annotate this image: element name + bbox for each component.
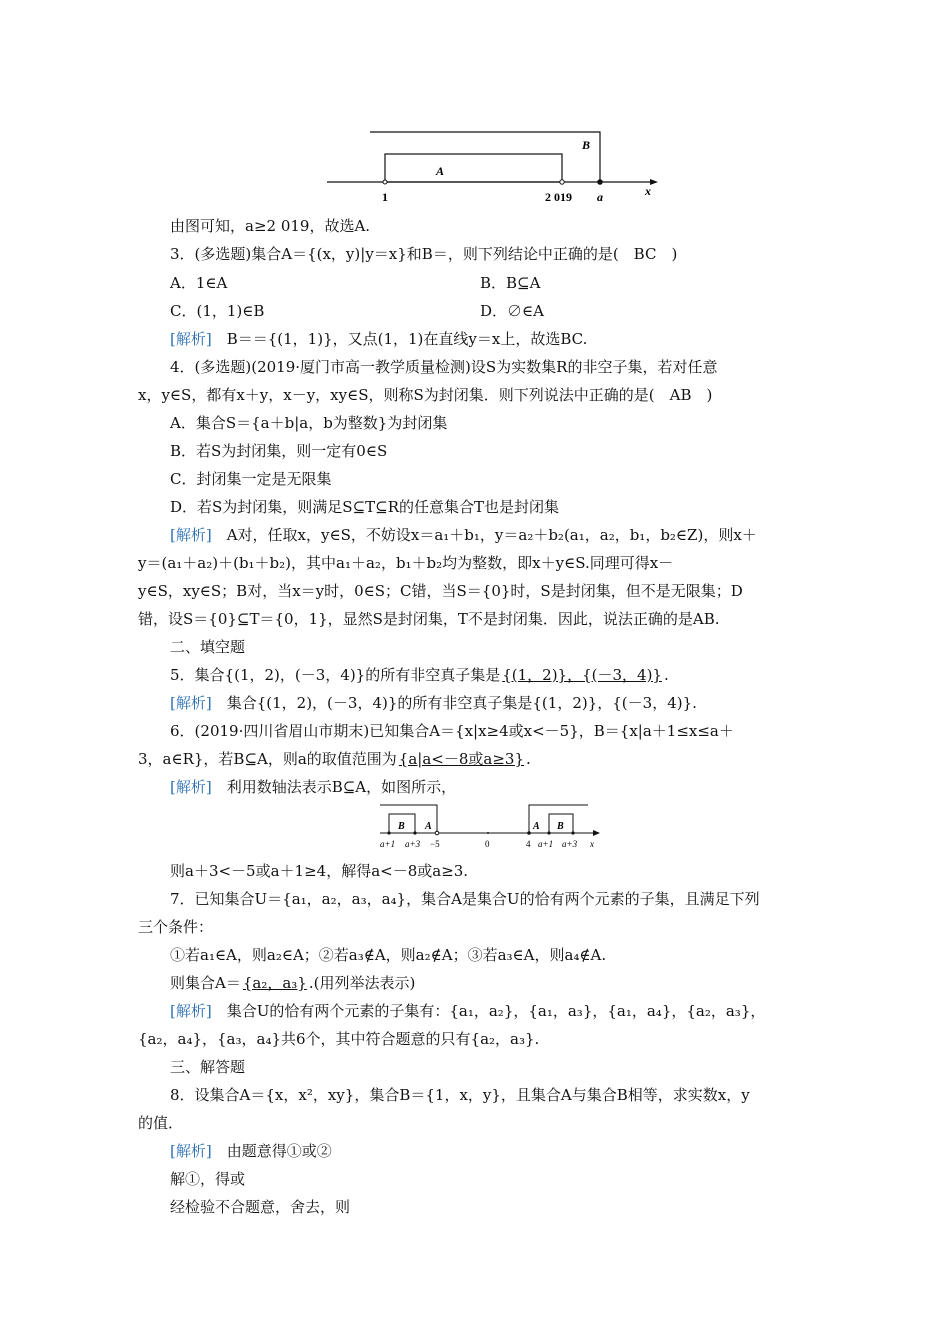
question-5: 5．集合{(1，2)，(－3，4)}的所有非空真子集是 {(1，2)}，{(－3，4)} . bbox=[170, 666, 669, 684]
q8-solve-1: 解①，得或 bbox=[170, 1170, 246, 1188]
q4-analysis-cont-2: y∈S，xy∈S；B对，当x＝y时，0∈S；C错，当S＝{0}时，S是封闭集，但不是无限集；D bbox=[138, 582, 743, 600]
question-3: 3．(多选题)集合A＝{(x，y)|y＝x}和B＝，则下列结论中正确的是( BC ) bbox=[170, 245, 678, 263]
q7-answer: {a₂，a₃} bbox=[242, 974, 307, 992]
q7-blank: 则集合A＝ {a₂，a₃} .(用列举法表示) bbox=[170, 974, 416, 992]
analysis-tag: [解析] bbox=[170, 1002, 212, 1020]
question-6: 6．(2019·四川省眉山市期末)已知集合A＝{x|x≥4或x<－5}，B＝{x|a＋1≤x≤a＋ bbox=[170, 722, 734, 740]
q4-option-b: B．若S为封闭集，则一定有0∈S bbox=[170, 442, 388, 460]
q3-analysis: [解析] B＝＝{(1，1)}，又点(1，1)在直线y＝x上，故选BC. bbox=[170, 330, 588, 348]
q4-analysis-cont-3: 错，设S＝{0}⊆T＝{0，1}，显然S是封闭集，T不是封闭集．因此，说法正确的是AB. bbox=[138, 610, 720, 628]
section-fill-blank: 二、填空题 bbox=[170, 638, 246, 656]
q6-analysis: [解析] 利用数轴法表示B⊆A，如图所示， bbox=[170, 778, 457, 796]
fig2-label-B-right: B bbox=[557, 821, 564, 832]
q3-option-c: C．(1，1)∈B bbox=[170, 302, 265, 320]
fig2-label-A-left: A bbox=[425, 821, 432, 832]
q6-analysis-cont: 则a＋3<－5或a＋1≥4，解得a<－8或a≥3. bbox=[170, 862, 469, 880]
fig2-tick-7: a+3 bbox=[562, 839, 578, 849]
q4-option-c: C．封闭集一定是无限集 bbox=[170, 470, 332, 488]
text-line-1: 由图可知，a≥2 019，故选A. bbox=[170, 217, 371, 235]
tick-1-label: 1 bbox=[382, 190, 388, 204]
question-7-cont: 三个条件： bbox=[138, 918, 214, 936]
fig2-tick-1: a+1 bbox=[380, 839, 396, 849]
q7-conditions: ①若a₁∈A，则a₂∈A；②若a₃∉A，则a₂∉A；③若a₃∈A，则a₄∉A. bbox=[170, 946, 607, 964]
fig2-label-B-left: B bbox=[398, 821, 405, 832]
fig2-label-A-right: A bbox=[533, 821, 540, 832]
question-8: 8．设集合A＝{x，x²，xy}，集合B＝{1，x，y}，且集合A与集合B相等，求实数x，y bbox=[170, 1086, 750, 1104]
fig2-tick-5: 4 bbox=[526, 839, 531, 849]
q4-option-d: D．若S为封闭集，则满足S⊆T⊆R的任意集合T也是封闭集 bbox=[170, 498, 560, 516]
fig2-tick-6: a+1 bbox=[538, 839, 554, 849]
fig2-tick-3: −5 bbox=[430, 839, 440, 849]
section-solution: 三、解答题 bbox=[170, 1058, 246, 1076]
q5-analysis: [解析] 集合{(1，2)，(－3，4)}的所有非空真子集是{(1，2)}，{(－3，4)}. bbox=[170, 694, 697, 712]
q8-analysis: [解析] 由题意得①或② bbox=[170, 1142, 332, 1160]
q3-option-b: B．B⊆A bbox=[480, 274, 541, 292]
question-6-cont: 3，a∈R}，若B⊆A，则a的取值范围为 {a|a<－8或a≥3} . bbox=[138, 750, 531, 768]
tick-a-label: a bbox=[597, 190, 603, 204]
q4-analysis-cont-1: y＝(a₁＋a₂)＋(b₁＋b₂)，其中a₁＋a₂，b₁＋b₂均为整数，即x＋y∈S.同理可得x－ bbox=[138, 554, 674, 572]
number-line-figure-2 bbox=[375, 800, 605, 852]
q6-answer: {a|a<－8或a≥3} bbox=[398, 750, 524, 768]
analysis-tag: [解析] bbox=[170, 694, 212, 712]
fig2-tick-4: 0 bbox=[485, 839, 490, 849]
set-A-label: A bbox=[436, 164, 445, 178]
q4-analysis: [解析] A对，任取x，y∈S，不妨设x＝a₁＋b₁，y＝a₂＋b₂(a₁，a₂，b₁，b₂∈Z)，则x＋ bbox=[170, 526, 757, 544]
number-line-figure-1 bbox=[320, 125, 660, 210]
analysis-tag: [解析] bbox=[170, 778, 212, 796]
question-4-cont: x，y∈S，都有x＋y，x－y，xy∈S，则称S为封闭集．则下列说法中正确的是( AB ) bbox=[138, 386, 713, 404]
question-4: 4．(多选题)(2019·厦门市高一教学质量检测)设S为实数集R的非空子集，若对任意 bbox=[170, 358, 718, 376]
set-B-label: B bbox=[582, 138, 591, 152]
q8-check: 经检验不合题意，舍去，则 bbox=[170, 1198, 351, 1216]
q3-option-d: D．∅∈A bbox=[480, 302, 544, 320]
analysis-tag: [解析] bbox=[170, 1142, 212, 1160]
fig2-tick-x: x bbox=[590, 839, 594, 849]
q7-analysis-cont: {a₂，a₄}，{a₃，a₄}共6个，其中符合题意的只有{a₂，a₃}. bbox=[138, 1030, 540, 1048]
question-8-cont: 的值． bbox=[138, 1114, 184, 1132]
tick-2019-label: 2 019 bbox=[545, 190, 572, 204]
question-7: 7．已知集合U＝{a₁，a₂，a₃，a₄}，集合A是集合U的恰有两个元素的子集，且满足下列 bbox=[170, 890, 760, 908]
fig2-tick-2: a+3 bbox=[405, 839, 421, 849]
q3-option-a: A．1∈A bbox=[170, 274, 228, 292]
q5-answer: {(1，2)}，{(－3，4)} bbox=[502, 666, 662, 684]
axis-x-label: x bbox=[645, 184, 651, 198]
analysis-tag: [解析] bbox=[170, 526, 212, 544]
q4-option-a: A．集合S＝{a＋b|a，b为整数}为封闭集 bbox=[170, 414, 448, 432]
analysis-tag: [解析] bbox=[170, 330, 212, 348]
q7-analysis: [解析] 集合U的恰有两个元素的子集有：{a₁，a₂}，{a₁，a₃}，{a₁，a₄}，{a₂，a₃}， bbox=[170, 1002, 766, 1020]
